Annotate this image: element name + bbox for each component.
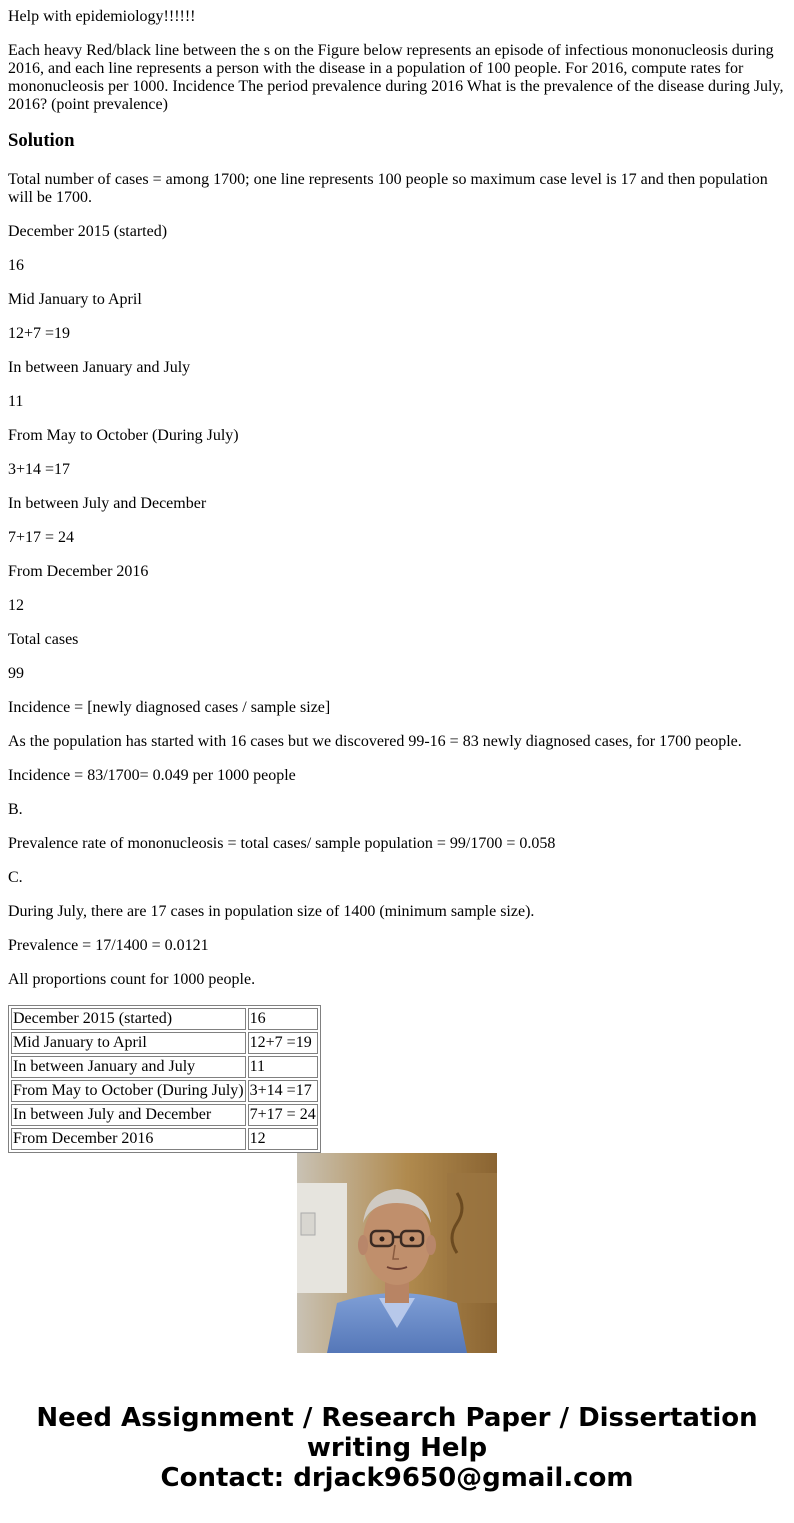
table-cell-period: In between July and December xyxy=(11,1104,246,1126)
question-title: Help with epidemiology!!!!!! xyxy=(8,8,196,25)
solution-line: 99 xyxy=(8,665,24,682)
table-cell-period: From December 2016 xyxy=(11,1128,246,1150)
footer-contact-banner xyxy=(0,1403,794,1493)
table-row xyxy=(11,1104,318,1126)
table-cell-cases: 12 xyxy=(248,1128,318,1150)
table-cell-cases: 16 xyxy=(248,1008,318,1030)
solution-line: 3+14 =17 xyxy=(8,461,71,478)
table-cell-cases: 11 xyxy=(248,1056,318,1078)
table-cell-period: In between January and July xyxy=(11,1056,246,1078)
table-row xyxy=(11,1032,318,1054)
solution-line: 7+17 = 24 xyxy=(8,529,75,546)
table-cell-period: Mid January to April xyxy=(11,1032,246,1054)
solution-line: B. xyxy=(8,801,23,818)
question-body: Each heavy Red/black line between the s on the Figure below represents an episode of infectious mononucleosis during 2016, and each line represents a person with the disease in a population of 100 people. For 2016, compute rates for mononucleosis per 1000. Incidence The period prevalence during 2016 What is the prevalence of the disease during July, 2016? (point prevalence) xyxy=(8,42,784,113)
solution-line: December 2015 (started) xyxy=(8,223,168,240)
author-avatar xyxy=(297,1153,497,1353)
solution-line: 11 xyxy=(8,393,24,410)
footer-line: Need Assignment / Research Paper / Dissertation xyxy=(36,1403,758,1433)
table-cell-cases: 7+17 = 24 xyxy=(248,1104,318,1126)
solution-line: 12+7 =19 xyxy=(8,325,71,342)
solution-line: 16 xyxy=(8,257,24,274)
solution-line: During July, there are 17 cases in population size of 1400 (minimum sample size). xyxy=(8,903,535,920)
solution-line: As the population has started with 16 cases but we discovered 99-16 = 83 newly diagnosed cases, for 1700 people. xyxy=(8,733,742,750)
solution-line: 12 xyxy=(8,597,24,614)
solution-table-container[interactable] xyxy=(8,1005,318,1147)
table-row xyxy=(11,1128,318,1150)
table-row xyxy=(11,1008,318,1030)
solution-line: From May to October (During July) xyxy=(8,427,239,444)
footer-contact: Contact: drjack9650@gmail.com xyxy=(160,1463,634,1493)
solution-intro: Total number of cases = among 1700; one line represents 100 people so maximum case level is 17 and then population will be 1700. xyxy=(8,171,768,206)
solution-line: C. xyxy=(8,869,23,886)
solution-line: Incidence = [newly diagnosed cases / sample size] xyxy=(8,699,331,716)
solution-line: In between January and July xyxy=(8,359,191,376)
table-cell-period: December 2015 (started) xyxy=(11,1008,246,1030)
solution-line: Total cases xyxy=(8,631,79,648)
table-cell-cases: 3+14 =17 xyxy=(248,1080,318,1102)
table-cell-cases: 12+7 =19 xyxy=(248,1032,318,1054)
table-row xyxy=(11,1080,318,1102)
solution-line: Prevalence = 17/1400 = 0.0121 xyxy=(8,937,209,954)
solution-line: Mid January to April xyxy=(8,291,142,308)
table-cell-period: From May to October (During July) xyxy=(11,1080,246,1102)
solution-line: Incidence = 83/1700= 0.049 per 1000 people xyxy=(8,767,296,784)
solution-heading: Solution xyxy=(8,130,75,151)
footer-line: writing Help xyxy=(306,1433,488,1463)
solution-table xyxy=(8,1005,321,1153)
solution-line: Prevalence rate of mononucleosis = total cases/ sample population = 99/1700 = 0.058 xyxy=(8,835,556,852)
solution-line: In between July and December xyxy=(8,495,207,512)
solution-line: From December 2016 xyxy=(8,563,149,580)
solution-line: All proportions count for 1000 people. xyxy=(8,971,256,988)
table-row xyxy=(11,1056,318,1078)
